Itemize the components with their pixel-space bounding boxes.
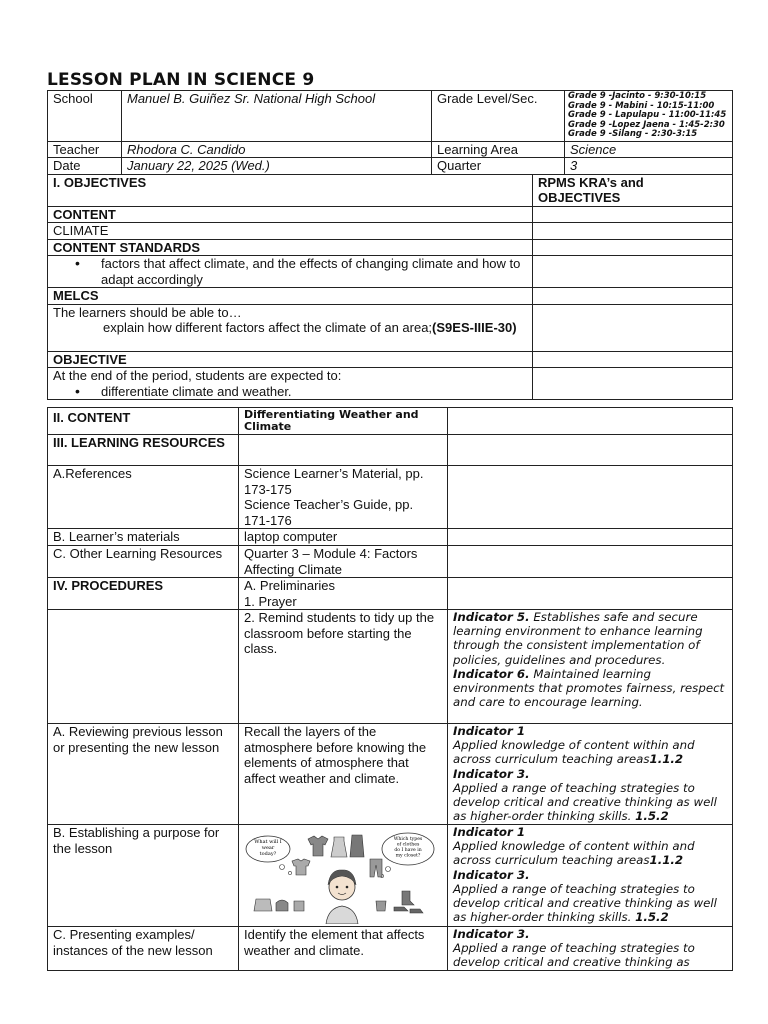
rpms-cell xyxy=(533,206,733,223)
dress-icon xyxy=(331,837,347,857)
melcs-intro: The learners should be able to… xyxy=(53,304,242,320)
indicator-5-label: Indicator 5. xyxy=(453,610,530,624)
indicator-6-label: Indicator 6. xyxy=(453,666,530,681)
indicator-6-text: Maintained learning environments that promotes fairness, respect and care to encourage learning. xyxy=(453,666,725,710)
objective-text: differentiate climate and weather. xyxy=(101,383,292,399)
rpms-cell xyxy=(533,256,733,288)
learning-area-label: Learning Area xyxy=(432,141,565,158)
date-label: Date xyxy=(48,158,122,175)
content-standards-label: CONTENT STANDARDS xyxy=(48,239,533,256)
jacket-icon xyxy=(308,836,328,856)
examples-label: C. Presenting examples/ instances of the new lesson xyxy=(48,927,239,971)
preliminaries: A. Preliminaries xyxy=(244,578,336,593)
school-value: Manuel B. Guiñez Sr. National High School xyxy=(122,91,432,142)
learners-materials-value: laptop computer xyxy=(239,529,448,546)
indicator-3-label: Indicator 3. xyxy=(453,927,530,941)
indicator-3-code: 1.5.2 xyxy=(635,910,669,925)
references-label: A.References xyxy=(48,466,239,529)
review-value: Recall the layers of the atmosphere before knowing the elements of atmosphere that affect weather and climate. xyxy=(239,724,448,825)
bullet-icon: • xyxy=(75,382,80,399)
blank-cell xyxy=(239,435,448,466)
grade-sections xyxy=(565,91,733,142)
procedures-heading: IV. PROCEDURES xyxy=(48,578,239,610)
other-resources-value: Quarter 3 – Module 4: Factors Affecting Climate xyxy=(239,546,448,578)
bubble-left-text: What will I wear today? xyxy=(254,839,282,857)
quarter-value: 3 xyxy=(565,158,733,175)
shoes-icon xyxy=(394,907,423,913)
rpms-cell xyxy=(448,529,733,546)
content-label: CONTENT xyxy=(48,206,533,223)
school-label: School xyxy=(48,91,122,142)
grade-section: Grade 9 - Mabini - 10:15-11:00 xyxy=(568,100,715,111)
bag-icon xyxy=(254,899,272,911)
procedures-table xyxy=(47,407,733,971)
pants-icon xyxy=(370,859,382,877)
learners-materials-label: B. Learner’s materials xyxy=(48,529,239,546)
other-resources-label: C. Other Learning Resources xyxy=(48,546,239,578)
rpms-cell xyxy=(533,304,733,351)
indicators-5-6 xyxy=(448,610,733,724)
indicator-1-label: Indicator 1 xyxy=(453,825,526,839)
bubble-right-text: Which types of clothes do I have in my closet? xyxy=(393,837,423,859)
shirt-icon xyxy=(292,859,310,875)
purpose-label: B. Establishing a purpose for the lesson xyxy=(48,825,239,927)
indicator-1-code: 1.1.2 xyxy=(649,752,684,767)
girl-body-icon xyxy=(326,906,358,924)
indicator-3-label: Indicator 3. xyxy=(453,766,530,781)
indicator-3-text: Applied a range of teaching strategies to develop critical and creative thinking as xyxy=(453,941,695,970)
indicator-3-text: Applied a range of teaching strategies to develop critical and creative thinking as well as higher-order thinking skills. xyxy=(453,780,717,824)
objectives-heading: I. OBJECTIVES xyxy=(48,174,533,206)
bullet-icon: • xyxy=(75,255,80,271)
content-value: CLIMATE xyxy=(48,223,533,240)
melcs-cell xyxy=(48,304,533,351)
indicator-3-partial xyxy=(448,927,733,971)
rpms-cell xyxy=(533,239,733,256)
skirt-icon xyxy=(376,901,386,911)
indicator-1-text: Applied knowledge of content within and across curriculum teaching areas xyxy=(453,839,695,868)
learning-resources-heading: III. LEARNING RESOURCES xyxy=(48,435,239,466)
content-heading: II. CONTENT xyxy=(48,408,239,435)
remind-step: 2. Remind students to tidy up the classroom before starting the class. xyxy=(239,610,448,724)
blank-cell xyxy=(48,610,239,724)
melcs-code: (S9ES-IIIE-30) xyxy=(432,320,517,335)
content-standards-text: factors that affect climate, and the effects of changing climate and how to adapt accordingly xyxy=(101,256,521,287)
rpms-cell xyxy=(448,435,733,466)
teachers-guide-ref: Science Teacher’s Guide, pp. 171-176 xyxy=(244,497,414,528)
rpms-cell xyxy=(448,408,733,435)
coat-icon xyxy=(350,835,364,857)
melcs-text: explain how different factors affect the climate of an area; xyxy=(103,320,433,335)
references-cell xyxy=(239,466,448,529)
lesson-topic: Differentiating Weather and Climate xyxy=(239,408,448,435)
learners-material-ref: Science Learner’s Material, pp. 173-175 xyxy=(244,466,424,497)
grade-section: Grade 9 -Lopez Jaena - 1:45-2:30 xyxy=(568,119,725,130)
hat-icon xyxy=(276,900,288,911)
objective-intro: At the end of the period, students are expected to: xyxy=(53,368,342,383)
indicator-1-label: Indicator 1 xyxy=(453,724,526,738)
preliminaries-cell xyxy=(239,578,448,610)
melcs-label: MELCS xyxy=(48,288,533,305)
grade-section: Grade 9 -Silang - 2:30-3:15 xyxy=(568,129,698,139)
indicator-1-code: 1.1.2 xyxy=(649,853,684,868)
rpms-heading: RPMS KRA’s and OBJECTIVES xyxy=(533,174,733,206)
review-label: A. Reviewing previous lesson or presenting the new lesson xyxy=(48,724,239,825)
closet-illustration xyxy=(242,829,442,924)
indicator-5-text: Establishes safe and secure learning environment to enhance learning through the consistent implementation of policies, guidelines and procedures. xyxy=(453,610,703,667)
objective-cell xyxy=(48,368,533,400)
objective-label: OBJECTIVE xyxy=(48,351,533,368)
rpms-cell xyxy=(533,223,733,240)
indicators-1-3 xyxy=(448,724,733,825)
learning-area-value: Science xyxy=(565,141,733,158)
quarter-label: Quarter xyxy=(432,158,565,175)
indicator-3-text: Applied a range of teaching strategies to develop critical and creative thinking as well as higher-order thinking skills. xyxy=(453,881,717,925)
teacher-value: Rhodora C. Candido xyxy=(122,141,432,158)
indicator-3-code: 1.5.2 xyxy=(635,809,669,824)
rpms-cell xyxy=(448,546,733,578)
prayer: 1. Prayer xyxy=(244,593,297,609)
teacher-label: Teacher xyxy=(48,141,122,158)
content-standards-bullet xyxy=(48,256,533,288)
rpms-cell xyxy=(533,351,733,368)
indicator-1-text: Applied knowledge of content within and across curriculum teaching areas xyxy=(453,738,695,767)
boots-icon xyxy=(402,891,414,905)
date-value: January 22, 2025 (Wed.) xyxy=(122,158,432,175)
page-title: LESSON PLAN IN SCIENCE 9 xyxy=(47,70,315,90)
objectives-table xyxy=(47,90,733,400)
melcs-competency xyxy=(53,320,527,336)
grade-level-label: Grade Level/Sec. xyxy=(432,91,565,142)
examples-value: Identify the element that affects weather and climate. xyxy=(239,927,448,971)
purpose-illustration-cell xyxy=(239,825,448,927)
indicator-3-label: Indicator 3. xyxy=(453,867,530,882)
sweater-icon xyxy=(294,901,304,911)
rpms-cell xyxy=(448,466,733,529)
grade-section: Grade 9 -Jacinto - 9:30-10:15 xyxy=(568,91,707,101)
grade-section: Grade 9 - Lapulapu - 11:00-11:45 xyxy=(568,110,727,120)
rpms-cell xyxy=(533,288,733,305)
rpms-cell xyxy=(533,368,733,400)
rpms-cell xyxy=(448,578,733,610)
indicators-1-3 xyxy=(448,825,733,927)
